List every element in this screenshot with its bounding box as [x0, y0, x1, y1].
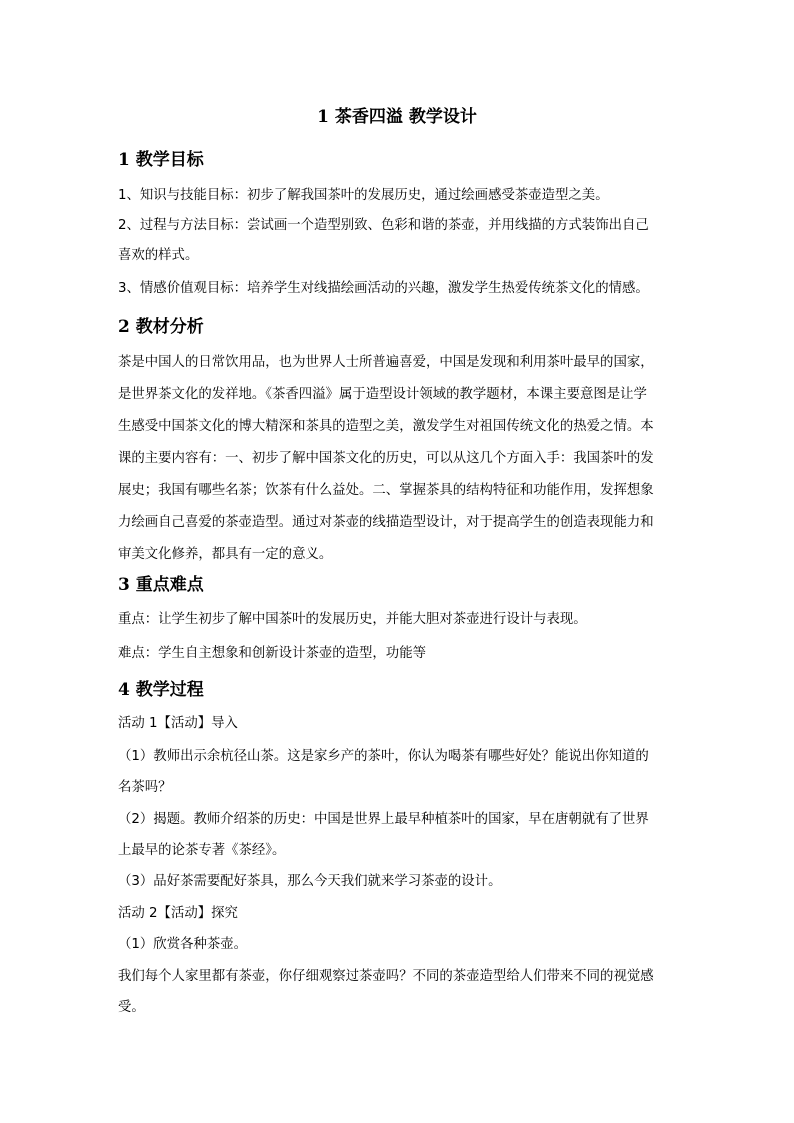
activity-line: 上最早的论茶专著《茶经》。 — [118, 843, 286, 858]
objective-item: 1、知识与技能目标：初步了解我国茶叶的发展历史，通过绘画感受茶壶造型之美。 — [118, 188, 609, 203]
activity-line: 我们每个人家里都有茶壶，你仔细观察过茶壶吗？不同的茶壶造型给人们带来不同的视觉感 — [118, 969, 654, 984]
analysis-line: 生感受中国茶文化的博大精深和茶具的造型之美，激发学生对祖国传统文化的热爱之情。本 — [118, 419, 654, 434]
analysis-line: 茶是中国人的日常饮用品，也为世界人士所普遍喜爱，中国是发现和利用茶叶最早的国家， — [118, 355, 654, 370]
section-heading-keypoints: 3 重点难点 — [118, 575, 204, 595]
section-heading-process: 4 教学过程 — [118, 680, 204, 700]
focus-point: 重点：让学生初步了解中国茶叶的发展历史，并能大胆对茶壶进行设计与表现。 — [118, 612, 587, 627]
activity-line: （1）教师出示余杭径山茶。这是家乡产的茶叶，你认为喝茶有哪些好处？能说出你知道的 — [118, 749, 649, 764]
activity-line: 受。 — [118, 1000, 145, 1015]
document-title: 1 茶香四溢 教学设计 — [317, 107, 477, 127]
analysis-line: 课的主要内容有：一、初步了解中国茶文化的历史，可以从这几个方面入手：我国茶叶的发 — [118, 451, 654, 466]
objective-item: 3、情感价值观目标：培养学生对线描绘画活动的兴趣，激发学生热爱传统茶文化的情感。 — [118, 281, 649, 296]
activity-line: （1）欣赏各种茶壶。 — [118, 937, 248, 952]
analysis-paragraph — [118, 347, 678, 571]
activity-line: 名茶吗？ — [118, 780, 172, 795]
activity-label: 活动 1【活动】导入 — [118, 716, 238, 731]
analysis-line: 展史；我国有哪些名茶；饮茶有什么益处。二、掌握茶具的结构特征和功能作用，发挥想象 — [118, 483, 654, 498]
difficulty-point: 难点：学生自主想象和创新设计茶壶的造型，功能等 — [118, 646, 426, 661]
section-heading-analysis: 2 教材分析 — [118, 317, 204, 337]
section-heading-objectives: 1 教学目标 — [118, 150, 204, 170]
activity-line: （2）揭题。教师介绍茶的历史：中国是世界上最早种植茶叶的国家，早在唐朝就有了世界 — [118, 812, 649, 827]
objective-item-continuation: 喜欢的样式。 — [118, 248, 199, 263]
analysis-line: 是世界茶文化的发祥地。《茶香四溢》属于造型设计领域的教学题材，本课主要意图是让学 — [118, 387, 647, 402]
objective-item: 2、过程与方法目标：尝试画一个造型别致、色彩和谐的茶壶，并用线描的方式装饰出自己 — [118, 218, 649, 233]
analysis-line: 审美文化修养，都具有一定的意义。 — [118, 547, 333, 562]
analysis-line: 力绘画自己喜爱的茶壶造型。通过对茶壶的线描造型设计，对于提高学生的创造表现能力和 — [118, 515, 654, 530]
activity-label: 活动 2【活动】探究 — [118, 906, 238, 921]
activity-line: （3）品好茶需要配好茶具，那么今天我们就来学习茶壶的设计。 — [118, 874, 502, 889]
